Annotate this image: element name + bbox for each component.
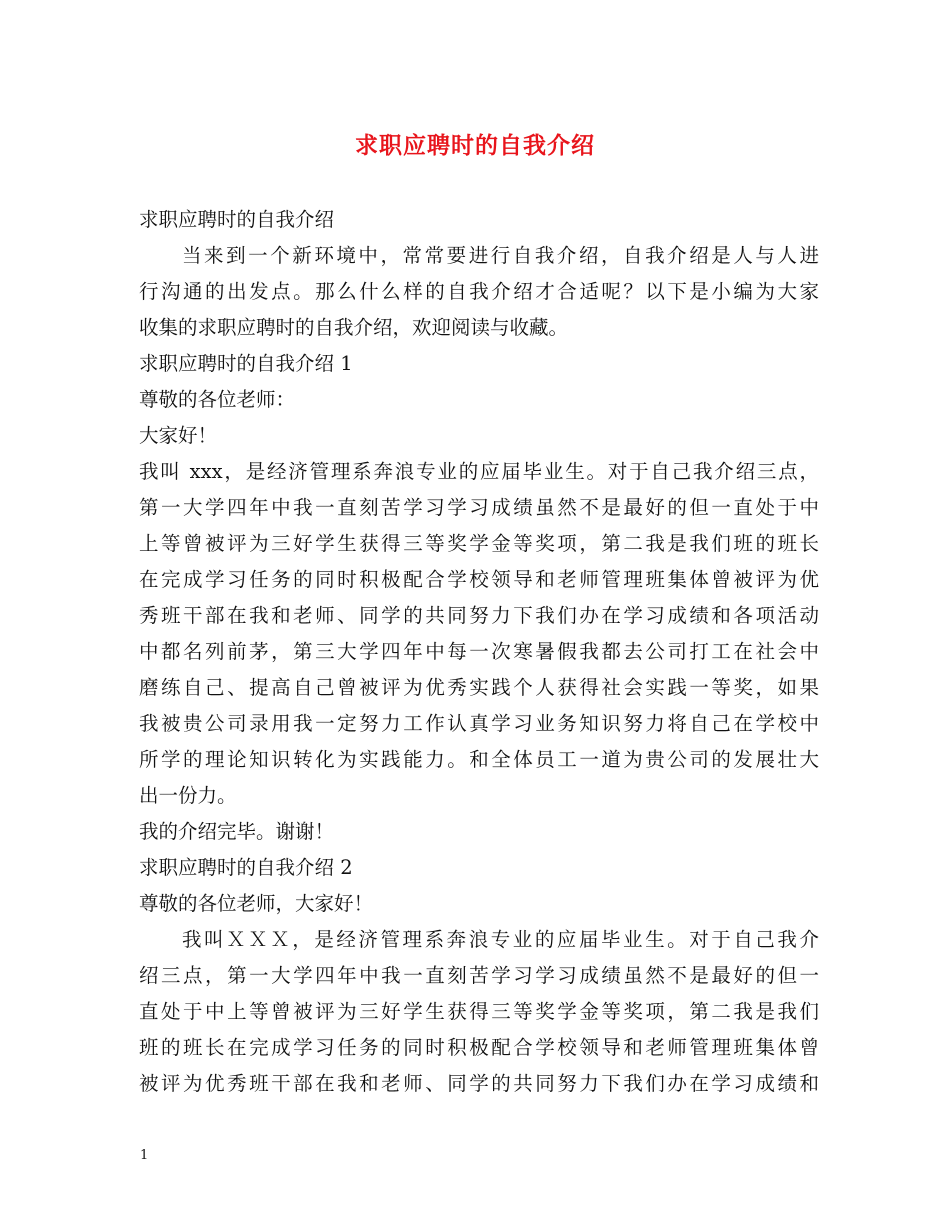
body-line: 中都名列前茅，第三大学四年中每一次寒暑假我都去公司打工在社会中 (139, 640, 819, 663)
body-line: 尊敬的各位老师，大家好！ (139, 892, 374, 915)
body-line: 求职应聘时的自我介绍 2 (139, 856, 353, 879)
body-line: 我的介绍完毕。谢谢！ (139, 820, 335, 843)
body-line: 求职应聘时的自我介绍 (139, 208, 335, 231)
body-line: 秀班干部在我和老师、同学的共同努力下我们办在学习成绩和各项活动 (139, 604, 819, 627)
body-line: 我叫ＸＸＸ，是经济管理系奔浪专业的应届毕业生。对于自己我介 (182, 928, 819, 951)
body-line: 磨练自己、提高自己曾被评为优秀实践个人获得社会实践一等奖，如果 (139, 676, 819, 699)
body-line: 我被贵公司录用我一定努力工作认真学习业务知识努力将自己在学校中 (139, 712, 819, 735)
body-line: 绍三点，第一大学四年中我一直刻苦学习学习成绩虽然不是最好的但一 (139, 964, 819, 987)
body-line: 大家好！ (139, 424, 218, 447)
page-number: 1 (140, 1148, 149, 1163)
body-line: 班的班长在完成学习任务的同时积极配合学校领导和老师管理班集体曾 (139, 1036, 819, 1059)
body-line: 直处于中上等曾被评为三好学生获得三等奖学金等奖项，第二我是我们 (139, 1000, 819, 1023)
body-line: 被评为优秀班干部在我和老师、同学的共同努力下我们办在学习成绩和 (139, 1072, 819, 1095)
document-title: 求职应聘时的自我介绍 (355, 132, 595, 159)
body-line: 在完成学习任务的同时积极配合学校领导和老师管理班集体曾被评为优 (139, 568, 819, 591)
body-line: 出一份力。 (139, 784, 237, 807)
body-line: 收集的求职应聘时的自我介绍，欢迎阅读与收藏。 (139, 316, 569, 339)
body-line: 上等曾被评为三好学生获得三等奖学金等奖项，第二我是我们班的班长 (139, 532, 819, 555)
body-line: 求职应聘时的自我介绍 1 (139, 352, 353, 375)
body-line: 当来到一个新环境中，常常要进行自我介绍，自我介绍是人与人进 (182, 244, 819, 267)
body-line: 尊敬的各位老师： (139, 388, 296, 411)
body-line: 我叫 xxx，是经济管理系奔浪专业的应届毕业生。对于自己我介绍三点， (139, 460, 819, 483)
body-line: 第一大学四年中我一直刻苦学习学习成绩虽然不是最好的但一直处于中 (139, 496, 819, 519)
body-line: 行沟通的出发点。那么什么样的自我介绍才合适呢？以下是小编为大家 (139, 280, 819, 303)
document-body (139, 202, 819, 1102)
body-line: 所学的理论知识转化为实践能力。和全体员工一道为贵公司的发展壮大 (139, 748, 819, 771)
